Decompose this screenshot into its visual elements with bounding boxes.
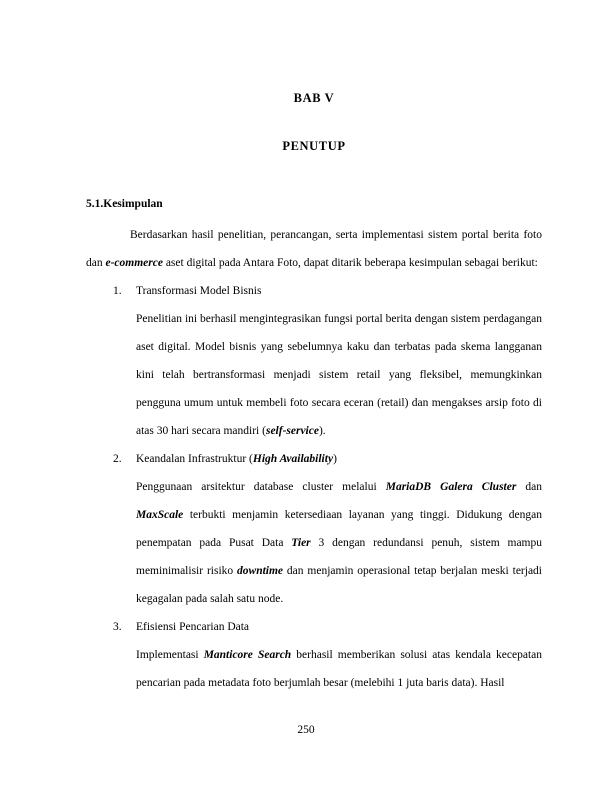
list-item-body xyxy=(136,641,542,697)
list-item xyxy=(86,613,542,697)
item2-text-part-1: Penggunaan arsitektur database cluster melalui xyxy=(136,481,386,493)
list-item-body xyxy=(136,473,542,613)
item2-text-part-5: dan menjamin operasional tetap berjalan meski terjadi kegagalan pada salah satu node. xyxy=(136,565,542,605)
page-number: 250 xyxy=(297,724,315,736)
conclusions-list xyxy=(86,277,542,697)
item2-title-emphasis-high-availability: High Availability xyxy=(252,453,334,465)
item3-text-part-1: Implementasi xyxy=(136,649,204,661)
intro-text-part-2: aset digital pada Antara Foto, dapat ditarik beberapa kesimpulan sebagai berikut: xyxy=(162,257,538,269)
list-item-body xyxy=(136,305,542,445)
item2-emphasis-maxscale: MaxScale xyxy=(136,509,184,521)
item2-emphasis-mariadb-galera-cluster: MariaDB Galera Cluster xyxy=(385,481,517,493)
item2-emphasis-tier: Tier xyxy=(291,537,311,549)
item2-text-part-2: dan xyxy=(516,481,543,493)
item3-emphasis-manticore-search: Manticore Search xyxy=(203,649,292,661)
chapter-title: BAB V xyxy=(293,91,335,105)
item1-text-part-2: ). xyxy=(318,425,326,437)
item2-title-part-2: ) xyxy=(333,453,337,465)
item3-text-part-2: berhasil memberikan solusi atas kendala kecepatan pencarian pada metadata foto berjumlah besar (melebihi 1 juta baris data). Hasil xyxy=(136,649,543,689)
list-item xyxy=(86,277,542,445)
chapter-subtitle: PENUTUP xyxy=(282,139,346,153)
item2-text-part-4: 3 dengan redundansi penuh, sistem mampu meminimalisir risiko xyxy=(136,537,542,577)
list-item-title: Efisiensi Pencarian Data xyxy=(136,621,250,633)
section-heading-kesimpulan: 5.1.Kesimpulan xyxy=(86,198,163,210)
item2-emphasis-downtime: downtime xyxy=(237,565,284,577)
list-item xyxy=(86,445,542,613)
item2-title-part-1: Keandalan Infrastruktur ( xyxy=(136,453,253,465)
list-item-title xyxy=(136,445,542,473)
list-item-title: Transformasi Model Bisnis xyxy=(136,285,262,297)
list-item-number: 2. xyxy=(113,453,122,465)
page-content xyxy=(86,84,542,697)
list-item-number: 1. xyxy=(113,285,122,297)
item2-text-part-3: terbukti menjamin ketersediaan layanan yang tinggi. Didukung dengan penempatan pada Pusat Data xyxy=(136,509,542,549)
list-item-number: 3. xyxy=(113,621,122,633)
intro-text-part-1: Berdasarkan hasil penelitian, perancangan, serta implementasi sistem portal berita foto dan xyxy=(86,229,542,269)
item1-emphasis-self-service: self-service xyxy=(265,425,319,437)
intro-paragraph xyxy=(86,221,542,277)
intro-emphasis-ecommerce: e-commerce xyxy=(105,257,163,269)
item1-text-part-1: Penelitian ini berhasil mengintegrasikan fungsi portal berita dengan sistem perdagangan aset digital. Model bisnis yang sebelumnya kaku dan terbatas pada skema langganan kini telah bertransformasi menjadi sistem retail yang fleksibel, memungkinkan pengguna umum untuk membeli foto secara eceran (retail) dan mengakses arsip foto di atas 30 hari secara mandiri ( xyxy=(136,313,542,437)
